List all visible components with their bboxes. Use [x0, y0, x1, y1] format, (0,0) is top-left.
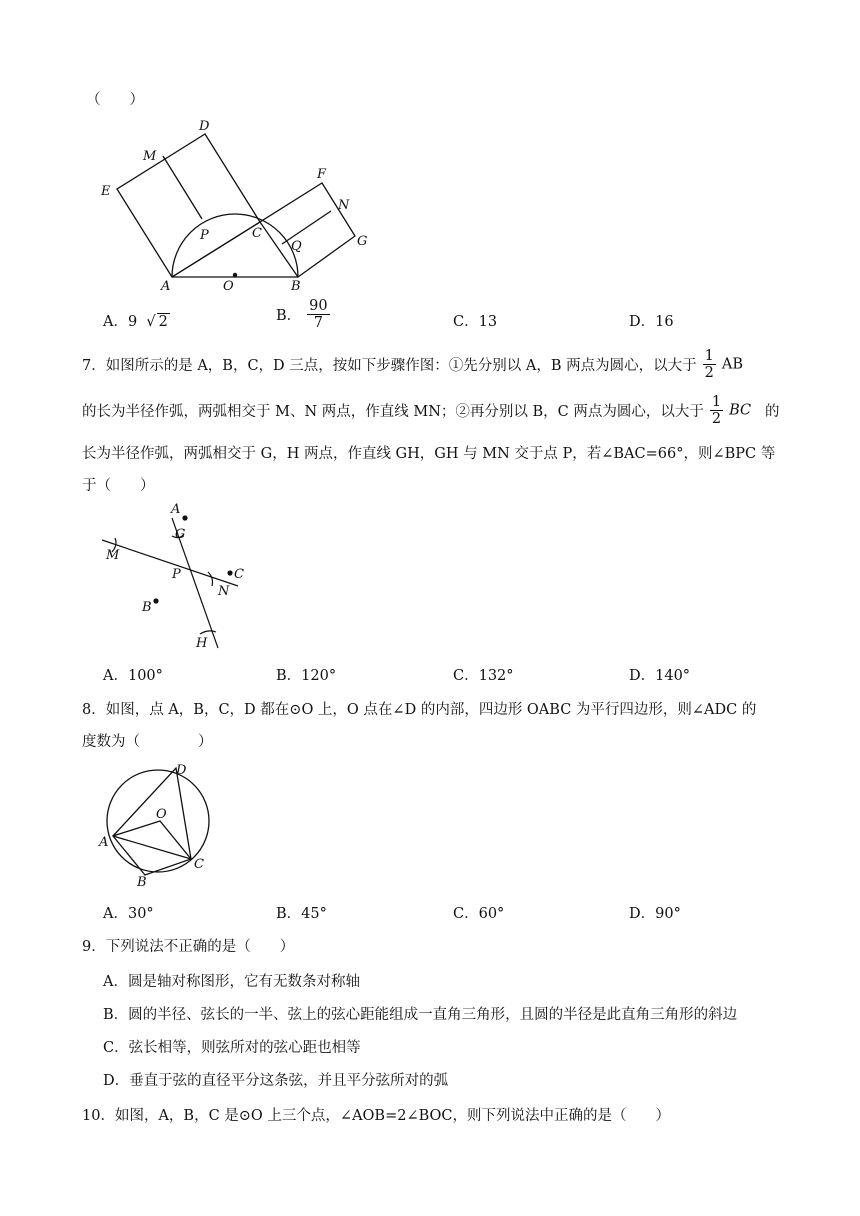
label-M: M	[143, 149, 157, 164]
q7-option-b: B．120°	[276, 668, 337, 684]
label-P: P	[172, 567, 181, 582]
label-A: A	[99, 835, 109, 850]
q9-option-b: B．圆的半径、弦长的一半、弦上的弦心距能组成一直角三角形，且圆的半径是此直角三角形的斜边	[103, 1007, 738, 1023]
q9-option-a: A．圆是轴对称图形，它有无数条对称轴	[103, 974, 360, 990]
q7-option-c: C．132°	[453, 668, 514, 684]
label-C: C	[234, 567, 244, 582]
q6-option-c: C．13	[453, 314, 498, 330]
label-N: N	[338, 198, 350, 213]
label-E: E	[101, 184, 111, 199]
label-O: O	[223, 279, 234, 294]
label-M: M	[106, 548, 120, 563]
label-B: B	[137, 875, 147, 888]
label-B: B	[291, 279, 301, 294]
label-A: A	[171, 502, 181, 517]
q8-option-b: B．45°	[276, 906, 327, 922]
label-P: P	[200, 228, 209, 243]
q7-line-3: 长为半径作弧，两弧相交于 G，H 两点，作直线 GH，GH 与 MN 交于点 P，若∠BAC=66°，则∠BPC 等	[82, 446, 776, 462]
q9-stem: 9．下列说法不正确的是（ ）	[82, 939, 295, 955]
label-G: G	[357, 234, 368, 249]
label-C: C	[252, 226, 262, 241]
label-D: D	[176, 763, 187, 778]
label-C: C	[194, 857, 204, 872]
label-H: H	[196, 636, 208, 651]
q7-line-1: 7．如图所示的是 A，B，C，D 三点，按如下步骤作图：①先分别以 A，B 两点为圆心，以大于 $\frac{1}{2}$ AB	[82, 348, 744, 381]
label-B: B	[142, 600, 152, 615]
q7-option-a: A．100°	[103, 668, 163, 684]
q8-figure	[96, 756, 226, 888]
label-Q: Q	[291, 239, 302, 254]
q8-option-a: A．30°	[103, 906, 154, 922]
label-D: D	[199, 119, 210, 134]
q6-figure	[95, 112, 385, 297]
label-G: G	[175, 527, 186, 542]
q8-line-2: 度数为（ ）	[82, 734, 213, 750]
q7-line-4: 于（ ）	[82, 478, 155, 494]
q8-option-c: C．60°	[453, 906, 505, 922]
q6-option-a: A．9 √ 2	[103, 314, 168, 330]
q10-stem: 10．如图，A，B，C 是⊙O 上三个点，∠AOB=2∠BOC，则下列说法中正确的是（ ）	[82, 1108, 671, 1124]
label-F: F	[317, 167, 327, 182]
q7-line-2: 的长为半径作弧，两弧相交于 M、N 两点，作直线 MN；②再分别以 B，C 两点为圆心，以大于 $\frac{1}{2}$ BC 的	[82, 394, 780, 427]
q9-option-c: C．弦长相等，则弦所对的弦心距也相等	[103, 1040, 361, 1056]
q7-option-d: D．140°	[629, 668, 691, 684]
q6-option-b: B． $\frac{90}{7}$	[276, 298, 328, 331]
q8-line-1: 8．如图，点 A，B，C，D 都在⊙O 上，O 点在∠D 的内部，四边形 OABC 为平行四边形，则∠ADC 的	[82, 702, 757, 718]
q9-option-d: D．垂直于弦的直径平分这条弦，并且平分弦所对的弧	[103, 1073, 449, 1089]
q7-figure	[98, 498, 248, 654]
q6-option-d: D．16	[629, 314, 674, 330]
q8-option-d: D．90°	[629, 906, 681, 922]
label-O: O	[156, 807, 167, 822]
label-N: N	[218, 584, 230, 599]
answer-blank: （ ）	[86, 92, 144, 108]
label-A: A	[161, 279, 171, 294]
